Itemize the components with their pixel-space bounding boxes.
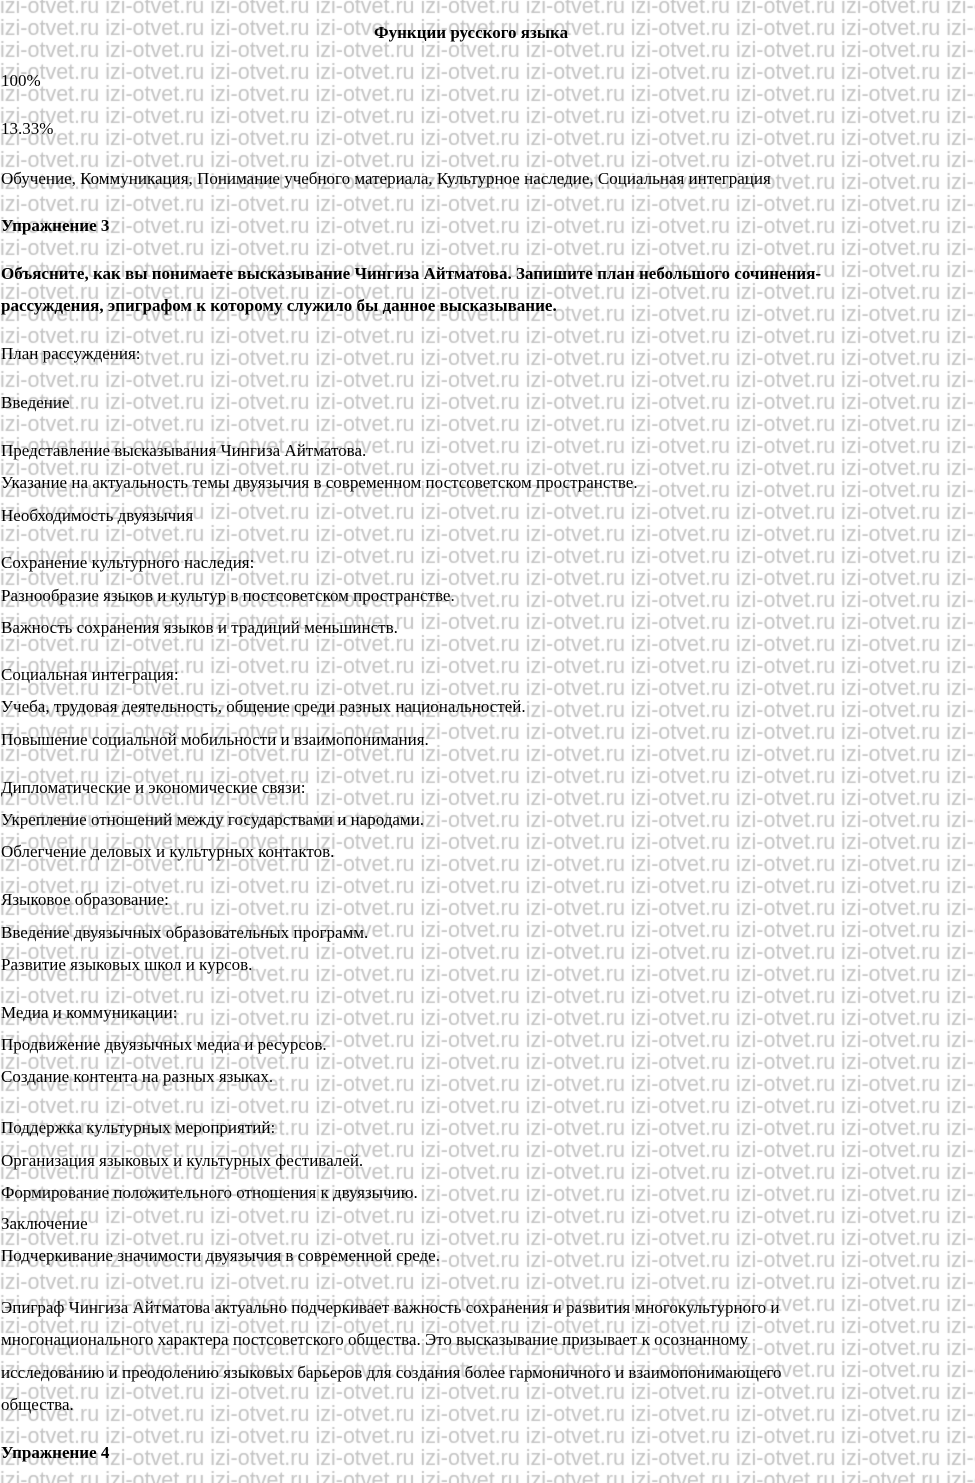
plan-item: Заключение bbox=[1, 1214, 88, 1233]
plan-item: Дипломатические и экономические связи: bbox=[1, 778, 306, 797]
conclusion-text: общества. bbox=[1, 1395, 74, 1414]
stat-percent: 13.33% bbox=[1, 119, 54, 138]
plan-item: Представление высказывания Чингиза Айтматова. bbox=[1, 441, 367, 460]
plan-item: Учеба, трудовая деятельность, общение среди разных национальностей. bbox=[1, 697, 526, 716]
plan-item: Подчеркивание значимости двуязычия в современной среде. bbox=[1, 1246, 440, 1265]
exercise-4-heading: Упражнение 4 bbox=[1, 1443, 110, 1462]
plan-item: Облегчение деловых и культурных контактов. bbox=[1, 842, 335, 861]
conclusion-text: исследованию и преодолению языковых барьеров для создания более гармоничного и взаимопонимающего bbox=[1, 1363, 782, 1382]
plan-item: Организация языковых и культурных фестивалей. bbox=[1, 1151, 364, 1170]
plan-item: Укрепление отношений между государствами и народами. bbox=[1, 810, 425, 829]
plan-item: Сохранение культурного наследия: bbox=[1, 553, 255, 572]
plan-label: План рассуждения: bbox=[1, 344, 141, 363]
exercise-3-task: рассуждения, эпиграфом к которому служило бы данное высказывание. bbox=[1, 296, 557, 315]
plan-item: Важность сохранения языков и традиций меньшинств. bbox=[1, 618, 398, 637]
plan-item: Разнообразие языков и культур в постсоветском пространстве. bbox=[1, 586, 455, 605]
conclusion-text: Эпиграф Чингиза Айтматова актуально подчеркивает важность сохранения и развития многокультурного и bbox=[1, 1298, 780, 1317]
plan-item: Необходимость двуязычия bbox=[1, 506, 194, 525]
exercise-3-task: Объясните, как вы понимаете высказывание Чингиза Айтматова. Запишите план небольшого сочинения- bbox=[1, 264, 822, 283]
plan-item: Языковое образование: bbox=[1, 890, 169, 909]
plan-item: Формирование положительного отношения к двуязычию. bbox=[1, 1183, 418, 1202]
plan-item: Поддержка культурных мероприятий: bbox=[1, 1118, 276, 1137]
plan-item: Продвижение двуязычных медиа и ресурсов. bbox=[1, 1035, 327, 1054]
plan-item: Введение bbox=[1, 393, 70, 412]
plan-item: Развитие языковых школ и курсов. bbox=[1, 955, 253, 974]
plan-item: Медиа и коммуникации: bbox=[1, 1003, 178, 1022]
exercise-3-heading: Упражнение 3 bbox=[1, 216, 110, 235]
plan-item: Социальная интеграция: bbox=[1, 665, 179, 684]
page-title: Функции русского языка bbox=[374, 23, 569, 42]
plan-item: Введение двуязычных образовательных программ. bbox=[1, 923, 369, 942]
plan-item: Создание контента на разных языках. bbox=[1, 1067, 274, 1086]
conclusion-text: многонационального характера постсоветского общества. Это высказывание призывает к осознанному bbox=[1, 1330, 749, 1349]
functions-list: Обучение, Коммуникация, Понимание учебного материала, Культурное наследие, Социальная интеграция bbox=[1, 169, 771, 188]
plan-item: Указание на актуальность темы двуязычия в современном постсоветском пространстве. bbox=[1, 473, 638, 492]
plan-item: Повышение социальной мобильности и взаимопонимания. bbox=[1, 730, 429, 749]
stat-percent: 100% bbox=[1, 71, 41, 90]
